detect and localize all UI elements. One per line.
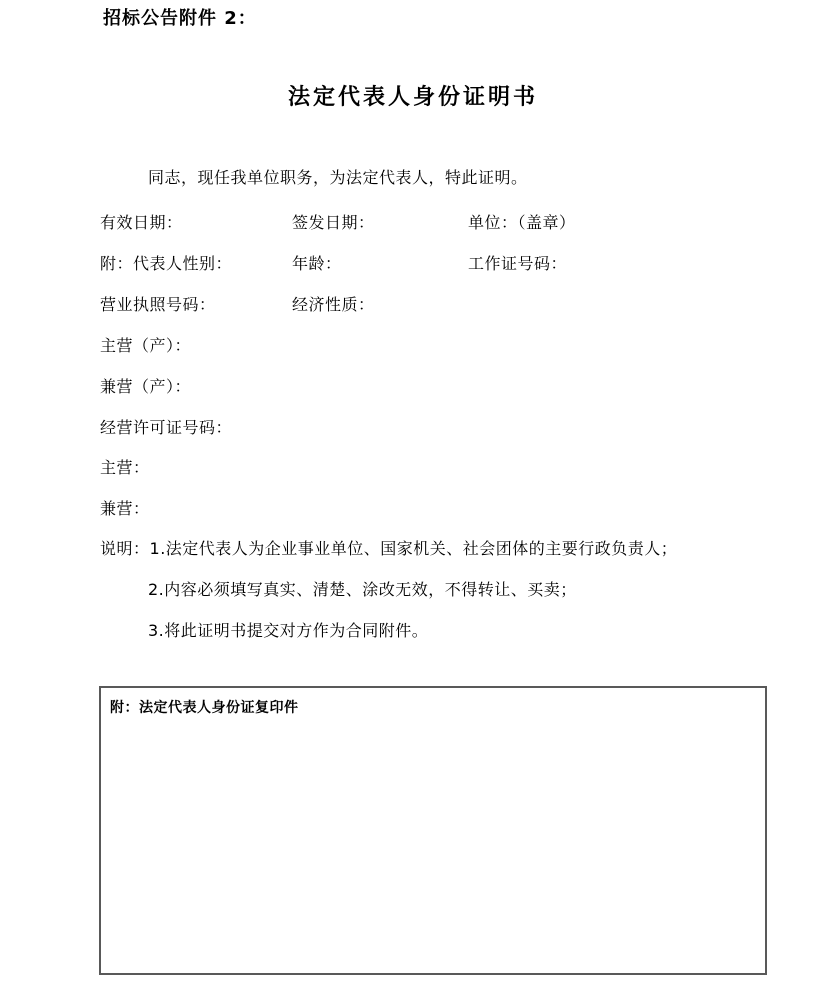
field-label-representative-gender: 附：代表人性别： xyxy=(100,254,233,273)
field-label-business-license-number: 营业执照号码： xyxy=(100,295,216,314)
field-label-work-id-number: 工作证号码： xyxy=(468,254,568,273)
field-label-business-permit-number: 经营许可证号码： xyxy=(100,418,233,437)
field-row-dates xyxy=(100,212,770,234)
field-label-age: 年龄： xyxy=(292,254,342,273)
field-label-valid-date: 有效日期： xyxy=(100,213,183,232)
field-row-representative xyxy=(100,253,770,275)
field-label-side-business-product: 兼营（产）： xyxy=(100,377,192,396)
attachment-copy-box-label: 附：法定代表人身份证复印件 xyxy=(110,700,299,716)
field-label-main-business-product: 主营（产）： xyxy=(100,336,192,355)
note-item-3: 3.将此证明书提交对方作为合同附件。 xyxy=(148,621,429,640)
attachment-copy-box xyxy=(99,686,767,975)
intro-paragraph: 同志，现任我单位职务，为法定代表人，特此证明。 xyxy=(148,168,528,187)
field-row-license xyxy=(100,294,770,316)
field-label-unit-seal: 单位：（盖章） xyxy=(468,213,576,232)
notes-line-1 xyxy=(100,538,770,560)
field-label-economic-nature: 经济性质： xyxy=(292,295,375,314)
attachment-number-label: 招标公告附件 2： xyxy=(103,8,257,29)
note-item-1: 1.法定代表人为企业事业单位、国家机关、社会团体的主要行政负责人； xyxy=(149,539,678,558)
field-label-main-business: 主营： xyxy=(100,458,150,477)
document-title: 法定代表人身份证明书 xyxy=(287,85,538,110)
notes-label: 说明： xyxy=(100,539,150,558)
field-label-issue-date: 签发日期： xyxy=(292,213,375,232)
field-label-side-business: 兼营： xyxy=(100,499,150,518)
note-item-2: 2.内容必须填写真实、清楚、涂改无效，不得转让、买卖； xyxy=(148,580,577,599)
